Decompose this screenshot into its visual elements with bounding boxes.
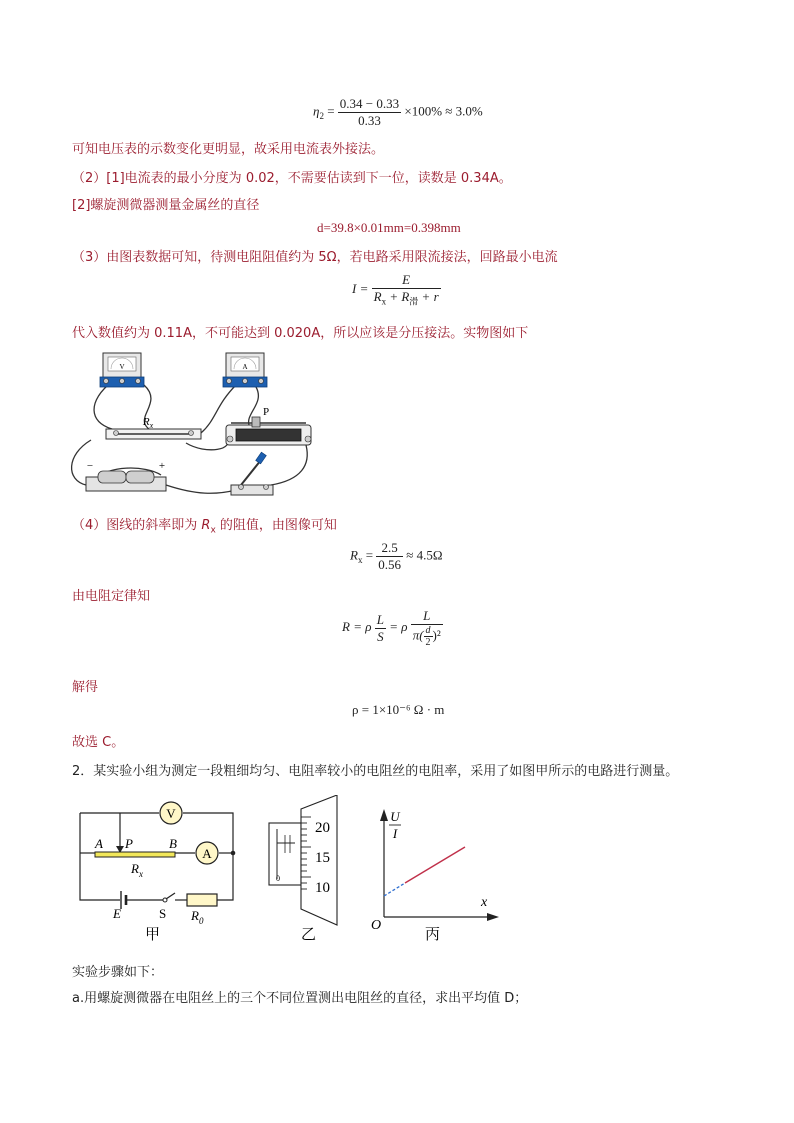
y-axis-arrow bbox=[380, 809, 388, 821]
rx-denominator: 0.56 bbox=[378, 557, 402, 572]
law-fraction-1: $\frac{L}{S}$ bbox=[376, 611, 384, 644]
y-label-i: I bbox=[392, 826, 398, 841]
eta-sub: 2 bbox=[319, 111, 324, 122]
yi-caption: 乙 bbox=[301, 927, 317, 943]
eq-resistivity-law: R = ρ $\frac{L}{S}$ = ρ L π( $\frac{d}{2}$ )² bbox=[342, 608, 441, 648]
point-p-label: P bbox=[125, 836, 133, 851]
switch-label: S bbox=[159, 906, 167, 921]
x-label: x bbox=[481, 895, 488, 910]
minus-label: − bbox=[86, 460, 94, 472]
ammeter-device bbox=[223, 353, 267, 387]
jia-ammeter-label: A bbox=[202, 846, 212, 861]
wire bbox=[94, 385, 116, 430]
line-part3: （3）由图表数据可知，待测电阻阻值约为 5Ω，若电路采用限流接法，回路最小电流 bbox=[72, 250, 558, 265]
wire bbox=[271, 445, 307, 485]
eta-numerator: 0.34 − 0.33 bbox=[339, 96, 400, 111]
voltmeter-label: V bbox=[119, 363, 125, 371]
line-part4: （4）图线的斜率即为 $R_x$ 的阻值，由图像可知 bbox=[72, 518, 337, 536]
eta-rhs: ×100% ≈ 3.0% bbox=[404, 103, 483, 119]
line-part2-ammeter: （2）[1]电流表的最小分度为 0.02，不需要估读到下一位，读数是 0.34A。 bbox=[72, 171, 512, 186]
zero-label: 0 bbox=[276, 874, 280, 883]
point-b-label: B bbox=[169, 836, 177, 851]
point-a-label: A bbox=[95, 836, 103, 851]
line-solve: 解得 bbox=[72, 680, 99, 695]
jia-caption: 甲 bbox=[145, 927, 161, 943]
ammeter-label: A bbox=[242, 363, 248, 371]
eq-rx: $R_x$ = $\frac{2.5}{0.56}$ ≈ 4.5Ω bbox=[350, 540, 443, 572]
eq-rho: ρ = 1×10⁻⁶ Ω · m bbox=[352, 702, 445, 717]
current-fraction bbox=[372, 272, 441, 308]
question2-text: 2．某实验小组为测定一段粗细均匀、电阻率较小的电阻丝的电阻率，采用了如图甲所示的电路进行测量。 bbox=[72, 764, 679, 779]
battery-holder bbox=[86, 460, 166, 491]
knife-switch bbox=[231, 452, 273, 495]
current-lhs: I = bbox=[352, 280, 369, 296]
y-label-u: U bbox=[390, 809, 400, 824]
current-numerator: E bbox=[372, 272, 441, 289]
current-denominator: $R_x + R_滑 + r$ bbox=[373, 289, 439, 307]
wire bbox=[217, 853, 233, 900]
rx-fraction bbox=[376, 540, 403, 573]
rx-label: $R_x$ bbox=[142, 416, 154, 430]
line-answer: 故选 C。 bbox=[72, 735, 125, 750]
extrapolated-dashed-line bbox=[384, 883, 405, 896]
figure-bing-graph bbox=[365, 805, 500, 945]
bing-caption: 丙 bbox=[425, 927, 441, 943]
x-axis-arrow bbox=[487, 913, 499, 921]
plus-label: + bbox=[158, 460, 166, 472]
emf-label: E bbox=[113, 906, 121, 921]
eta-symbol: η bbox=[313, 103, 320, 119]
eta-denominator: 0.33 bbox=[358, 113, 381, 128]
line-voltmeter: 可知电压表的示数变化更明显，故采用电流表外接法。 bbox=[72, 142, 385, 157]
resistance-wire-bar bbox=[95, 852, 175, 857]
law-fraction-2: L π( $\frac{d}{2}$ )² bbox=[412, 608, 441, 648]
origin-label: O bbox=[371, 918, 382, 933]
line-part2-micrometer: [2]螺旋测微器测量金属丝的直径 bbox=[72, 198, 260, 213]
rx-board bbox=[106, 416, 201, 439]
switch-blade bbox=[166, 893, 175, 899]
figure-jia-circuit bbox=[75, 795, 245, 945]
rx-symbol: R bbox=[201, 518, 211, 533]
physical-circuit-diagram bbox=[66, 345, 331, 505]
r0-resistor bbox=[187, 894, 217, 906]
rheostat-device bbox=[226, 406, 311, 445]
rx-lhs: R bbox=[350, 547, 358, 563]
line-law: 由电阻定律知 bbox=[72, 589, 151, 604]
jia-voltmeter-label: V bbox=[166, 806, 176, 821]
step-a: a.用螺旋测微器在电阻丝上的三个不同位置测出电阻丝的直径，求出平均值 D； bbox=[72, 991, 528, 1006]
r0-label: $R_0$ bbox=[191, 908, 204, 926]
eq-eta2: $\eta_2$ = $\frac{0.34 - 0.33}{0.33}$ ×100% ≈ 3.0% bbox=[313, 96, 483, 128]
junction-dot bbox=[231, 851, 236, 856]
data-line bbox=[405, 847, 465, 883]
rx-numerator: 2.5 bbox=[376, 540, 403, 557]
micrometer-sleeve bbox=[269, 823, 301, 885]
voltmeter-device bbox=[100, 353, 144, 387]
steps-title: 实验步骤如下： bbox=[72, 965, 164, 980]
slider-label: P bbox=[262, 406, 270, 418]
rx-rhs: ≈ 4.5Ω bbox=[406, 547, 443, 563]
eq-current bbox=[352, 272, 441, 308]
scale-tick: 10 bbox=[315, 880, 330, 896]
eta-fraction bbox=[338, 96, 401, 129]
eq-diameter: d=39.8×0.01mm=0.398mm bbox=[317, 220, 461, 235]
scale-tick: 15 bbox=[315, 850, 330, 866]
rx-label-jia: $R_x$ bbox=[131, 861, 143, 879]
line-substitute: 代入数值约为 0.11A，不可能达到 0.020A，所以应该是分压接法。实物图如下 bbox=[72, 326, 529, 341]
wire bbox=[166, 485, 236, 493]
figure-yi-micrometer bbox=[265, 795, 345, 945]
scale-tick: 20 bbox=[315, 820, 330, 836]
